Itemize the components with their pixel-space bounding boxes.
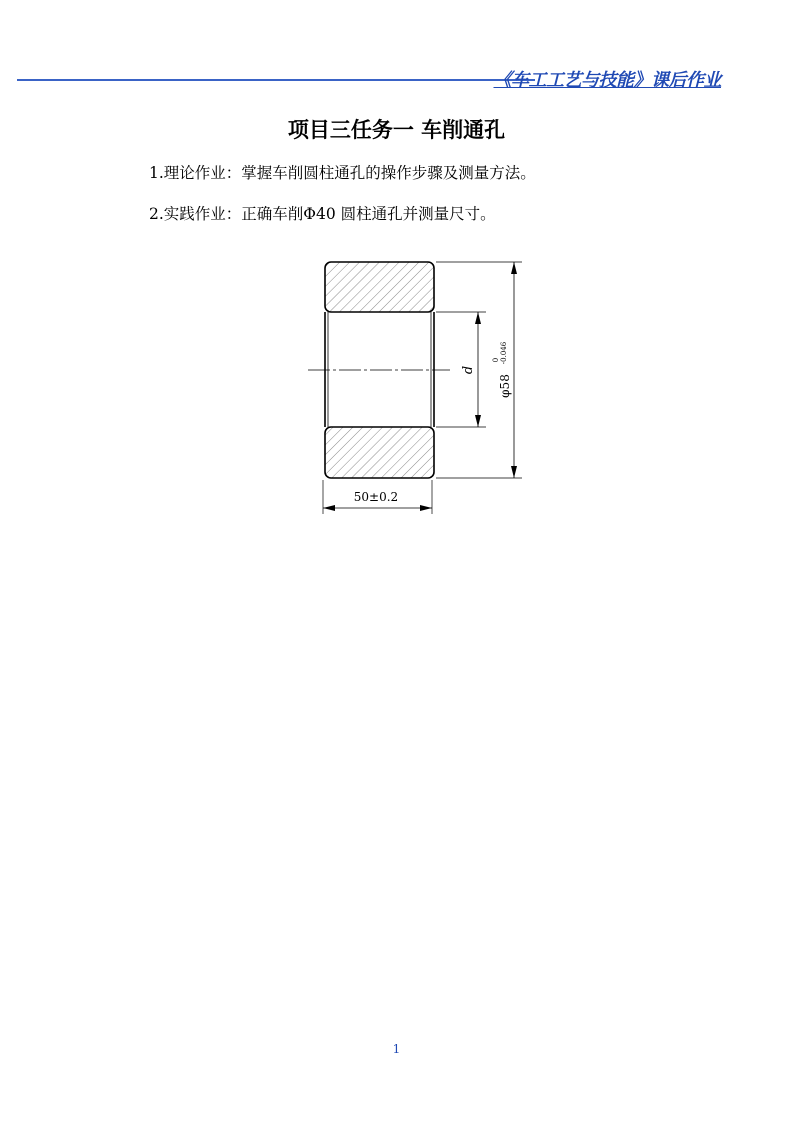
page-number: 1 (392, 1042, 401, 1056)
top-wall-section (325, 262, 434, 312)
task-theory: 1.理论作业：掌握车削圆柱通孔的操作步骤及测量方法。 (149, 164, 536, 182)
task-practice: 2.实践作业：正确车削Φ40 圆柱通孔并测量尺寸。 (149, 205, 496, 223)
bottom-wall-section (325, 427, 434, 478)
outer-diameter-label: φ58 (498, 374, 512, 398)
header-title: 《车工工艺与技能》课后作业 (493, 70, 721, 91)
bore-diameter-label: d (461, 365, 476, 375)
length-dimension-label: 50±0.2 (353, 490, 399, 504)
sleeve-section-svg (300, 252, 540, 522)
technical-drawing (300, 252, 540, 526)
outer-tolerance-lower: -0.046 (500, 341, 508, 365)
outer-tolerance-upper: 0 (492, 357, 500, 363)
header-rule (17, 79, 535, 81)
page-title: 项目三任务一 车削通孔 (287, 118, 506, 142)
